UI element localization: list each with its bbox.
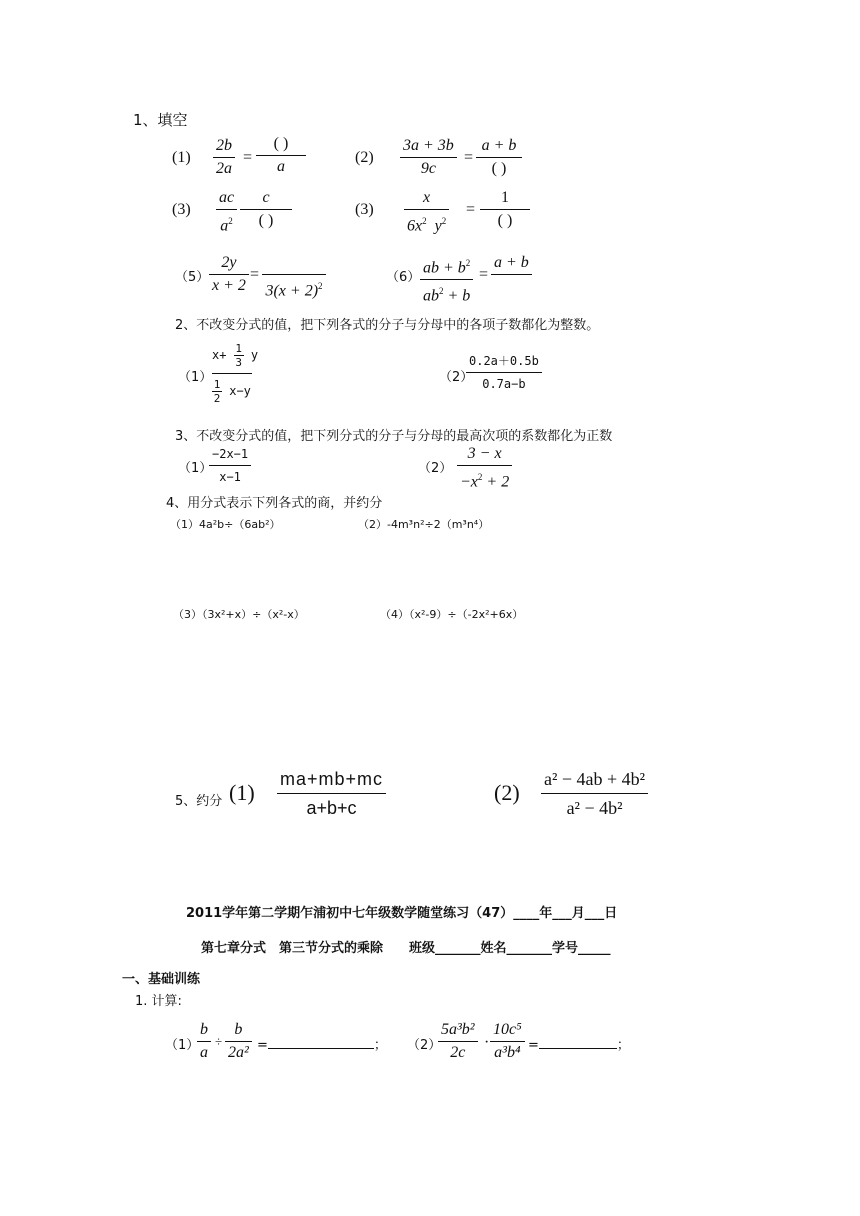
denominator-part: y <box>434 217 442 235</box>
fraction <box>490 1020 525 1063</box>
item-label: （6） <box>386 270 421 285</box>
compound-denominator <box>212 378 251 405</box>
denominator-part: + 2 <box>482 473 510 491</box>
exponent: 2 <box>318 281 323 291</box>
fraction <box>480 188 530 231</box>
punctuation: ； <box>616 1038 630 1053</box>
punctuation: ； <box>373 1038 387 1053</box>
equals: = <box>243 149 253 166</box>
numerator: 1 <box>501 189 509 206</box>
blank-parens: ( ) <box>491 160 507 177</box>
fraction <box>457 444 512 492</box>
exponent: 2 <box>439 286 444 297</box>
item-label: (1) <box>172 149 191 166</box>
section-4-title: 4、用分式表示下列各式的商，并约分 <box>166 496 383 511</box>
fraction <box>491 253 532 296</box>
fraction <box>216 188 237 236</box>
numerator: b <box>200 1021 208 1038</box>
fraction <box>209 253 249 296</box>
item-label: （2） <box>407 1038 442 1053</box>
blank-parens: ( ) <box>497 212 513 229</box>
exponent: 2 <box>441 216 447 226</box>
item-label: (3) <box>355 201 374 218</box>
numerator: ac <box>219 189 235 206</box>
item-label: （5） <box>175 270 210 285</box>
exponent: 2 <box>477 472 483 482</box>
fraction <box>197 1020 211 1063</box>
numerator: 5a³b² <box>441 1021 475 1038</box>
denominator-part: + b <box>443 287 471 305</box>
fraction <box>262 253 326 301</box>
fraction <box>438 1020 478 1063</box>
section-1-title: 1、填空 <box>133 111 188 129</box>
denominator: a <box>277 158 285 175</box>
compound-numerator <box>212 342 258 369</box>
fraction <box>400 136 457 179</box>
item-label: （1） <box>165 1038 200 1053</box>
fraction <box>476 136 522 179</box>
fraction <box>420 253 473 307</box>
denominator: 0.7a−b <box>482 377 526 391</box>
mini-denominator: 3 <box>235 356 242 369</box>
worksheet-title: 2011学年第二学期乍浦初中七年级数学随堂练习（47）____年___月___日 <box>186 906 618 921</box>
exponent: 2 <box>465 258 471 268</box>
equals: = <box>466 201 476 218</box>
operator: · <box>484 1034 490 1051</box>
answer-blank[interactable] <box>539 1048 617 1049</box>
blank-parens: ( ) <box>273 135 289 152</box>
exponent: 2 <box>228 216 233 226</box>
fraction <box>225 1020 252 1063</box>
mini-numerator: 1 <box>213 378 221 391</box>
numerator: 0.2a＋0.5b <box>469 354 539 368</box>
equals: = <box>479 266 489 283</box>
section-5-title: 5、约分 <box>175 794 223 809</box>
numerator: 10c⁵ <box>493 1021 522 1038</box>
equals: = <box>250 266 260 283</box>
numerator: a + b <box>494 254 529 271</box>
denominator: a² − 4b² <box>566 798 623 818</box>
fraction <box>213 136 235 179</box>
subheading: 1. 计算: <box>135 994 182 1009</box>
item-label: (3) <box>172 201 191 218</box>
fraction <box>541 766 648 821</box>
fraction <box>277 766 386 821</box>
mini-denominator: 2 <box>213 392 221 405</box>
denominator: 2a² <box>228 1044 249 1061</box>
numerator: ab + b <box>423 259 466 277</box>
numerator: a + b <box>481 137 517 154</box>
answer-blank[interactable] <box>268 1048 374 1049</box>
item-label: （1） <box>178 461 213 476</box>
section-3-title: 3、不改变分式的值，把下列分式的分子与分母的最高次项的系数都化为正数 <box>175 429 613 444</box>
fraction <box>209 444 251 487</box>
fraction <box>256 134 306 177</box>
blank-parens: ( ) <box>258 212 274 229</box>
denominator: 6x <box>407 217 423 235</box>
numerator: 2b <box>216 137 232 154</box>
item-label: （2） <box>439 370 474 385</box>
denominator: 3(x + 2) <box>265 282 319 300</box>
numerator: 3 − x <box>467 445 502 462</box>
numerator: b <box>234 1021 243 1038</box>
denominator: 9c <box>420 160 436 177</box>
equals: = <box>257 1038 268 1053</box>
exponent: 2 <box>422 216 427 226</box>
fraction <box>240 188 292 231</box>
denominator: 2a <box>216 160 232 177</box>
item-label: (2) <box>355 149 374 166</box>
item-label: （2） <box>418 461 453 476</box>
section-heading: 一、基础训练 <box>122 972 201 987</box>
section-2-title: 2、不改变分式的值，把下列各式的分子与分母中的各项子数都化为整数。 <box>175 318 600 333</box>
term: x+ <box>212 348 227 362</box>
numerator: −2x−1 <box>212 447 249 461</box>
numerator: x <box>423 189 431 206</box>
question: （4）（x²-9）÷（-2x²+6x） <box>380 608 524 621</box>
mini-numerator: 1 <box>235 342 242 355</box>
worksheet-subtitle: 第七章分式 第三节分式的乘除 班级_______姓名_______学号_____ <box>201 941 611 956</box>
numerator: 2y <box>221 254 237 271</box>
fraction-bar <box>212 373 252 374</box>
question: （2）-4m³n²÷2（m³n⁴） <box>358 518 490 531</box>
item-label: (2) <box>494 780 520 805</box>
denominator: −x <box>460 473 478 491</box>
term: y <box>250 348 259 362</box>
question: （1）4a²b÷（6ab²） <box>170 518 281 531</box>
numerator: a² − 4ab + 4b² <box>544 769 646 789</box>
denominator: 2c <box>450 1044 466 1061</box>
numerator: c <box>262 189 270 206</box>
denominator: ab <box>423 287 439 305</box>
denominator: a³b⁴ <box>494 1044 521 1061</box>
question: （3）（3x²+x）÷（x²-x） <box>173 608 305 621</box>
answer-line[interactable] <box>257 1034 387 1053</box>
equals: = <box>528 1038 539 1053</box>
term: x−y <box>229 384 251 398</box>
equals: = <box>464 149 474 166</box>
denominator: a <box>220 217 229 235</box>
operator: ÷ <box>215 1034 223 1049</box>
denominator: x−1 <box>219 470 241 484</box>
fraction <box>466 351 542 394</box>
item-label: （1） <box>178 370 213 385</box>
answer-line[interactable] <box>528 1034 630 1053</box>
denominator: a <box>200 1044 208 1061</box>
item-label: (1) <box>229 780 255 805</box>
denominator: x + 2 <box>212 277 246 294</box>
denominator: a+b+c <box>306 798 357 818</box>
numerator: ma+mb+mc <box>280 769 384 789</box>
fraction <box>404 188 449 236</box>
numerator: 3a + 3b <box>403 137 454 154</box>
